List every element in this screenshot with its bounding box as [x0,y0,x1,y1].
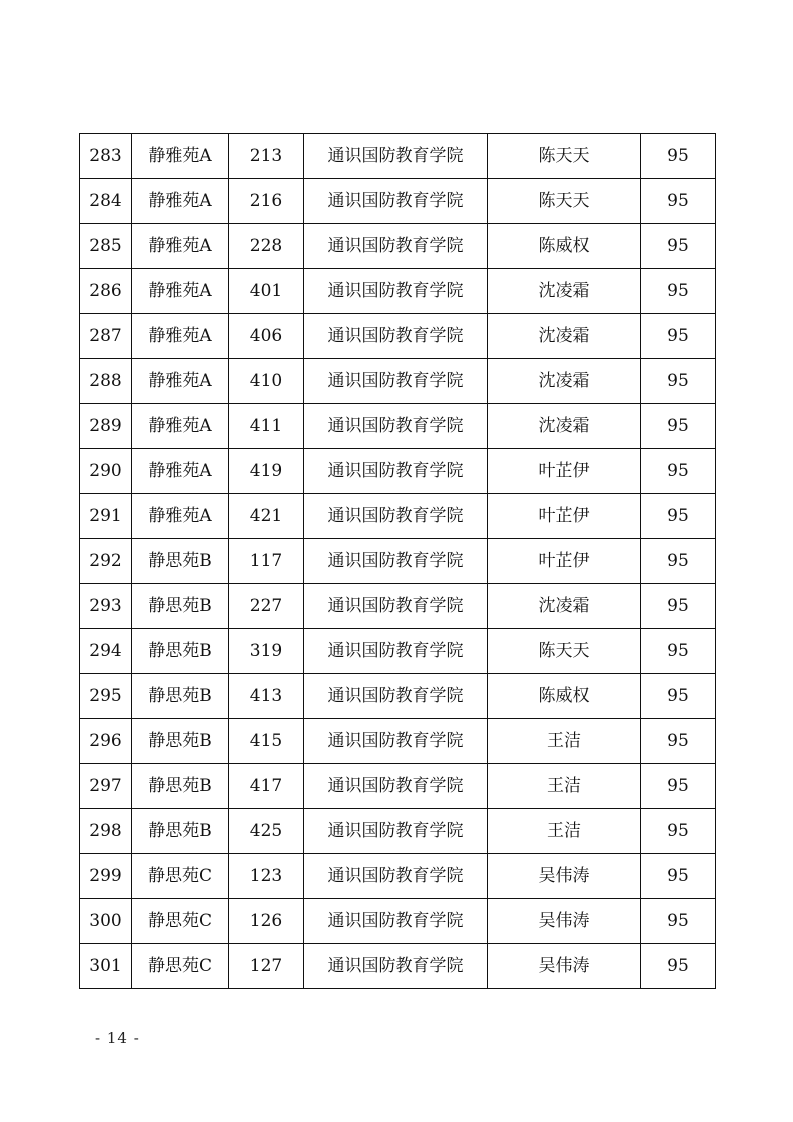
table-row [80,314,716,359]
room-number-cell: 126 [229,899,304,944]
page-number: - 14 - [95,1029,140,1047]
row-number-cell: 286 [80,269,132,314]
room-number-cell: 117 [229,539,304,584]
building-cell: 静雅苑A [132,359,229,404]
inspector-name-cell: 王洁 [488,764,641,809]
dormitory-score-table [79,133,716,989]
college-cell: 通识国防教育学院 [304,134,488,179]
college-cell: 通识国防教育学院 [304,944,488,989]
table-row [80,719,716,764]
inspector-name-cell: 叶芷伊 [488,449,641,494]
room-number-cell: 216 [229,179,304,224]
score-cell: 95 [641,314,716,359]
table-row [80,539,716,584]
college-cell: 通识国防教育学院 [304,449,488,494]
room-number-cell: 413 [229,674,304,719]
table-row [80,854,716,899]
inspector-name-cell: 叶芷伊 [488,494,641,539]
college-cell: 通识国防教育学院 [304,629,488,674]
table-row [80,674,716,719]
building-cell: 静雅苑A [132,179,229,224]
row-number-cell: 290 [80,449,132,494]
table-row [80,494,716,539]
college-cell: 通识国防教育学院 [304,404,488,449]
inspector-name-cell: 沈凌霜 [488,404,641,449]
college-cell: 通识国防教育学院 [304,809,488,854]
inspector-name-cell: 陈天天 [488,629,641,674]
score-cell: 95 [641,224,716,269]
table-row [80,179,716,224]
building-cell: 静雅苑A [132,269,229,314]
table-row [80,809,716,854]
building-cell: 静思苑B [132,719,229,764]
row-number-cell: 284 [80,179,132,224]
inspector-name-cell: 吴伟涛 [488,944,641,989]
room-number-cell: 406 [229,314,304,359]
inspector-name-cell: 陈威权 [488,224,641,269]
table-row [80,134,716,179]
room-number-cell: 419 [229,449,304,494]
building-cell: 静思苑C [132,854,229,899]
score-cell: 95 [641,494,716,539]
inspector-name-cell: 吴伟涛 [488,854,641,899]
building-cell: 静思苑C [132,944,229,989]
row-number-cell: 283 [80,134,132,179]
building-cell: 静思苑C [132,899,229,944]
inspector-name-cell: 沈凌霜 [488,359,641,404]
row-number-cell: 293 [80,584,132,629]
row-number-cell: 288 [80,359,132,404]
table-row [80,629,716,674]
inspector-name-cell: 叶芷伊 [488,539,641,584]
college-cell: 通识国防教育学院 [304,494,488,539]
college-cell: 通识国防教育学院 [304,269,488,314]
score-cell: 95 [641,944,716,989]
score-cell: 95 [641,179,716,224]
score-cell: 95 [641,854,716,899]
building-cell: 静雅苑A [132,449,229,494]
inspector-name-cell: 沈凌霜 [488,269,641,314]
room-number-cell: 417 [229,764,304,809]
room-number-cell: 228 [229,224,304,269]
room-number-cell: 319 [229,629,304,674]
table-body [80,134,716,989]
score-cell: 95 [641,269,716,314]
inspector-name-cell: 王洁 [488,719,641,764]
row-number-cell: 297 [80,764,132,809]
room-number-cell: 127 [229,944,304,989]
score-cell: 95 [641,539,716,584]
score-cell: 95 [641,629,716,674]
room-number-cell: 227 [229,584,304,629]
building-cell: 静雅苑A [132,134,229,179]
college-cell: 通识国防教育学院 [304,674,488,719]
building-cell: 静雅苑A [132,314,229,359]
score-cell: 95 [641,899,716,944]
building-cell: 静思苑B [132,764,229,809]
table-row [80,404,716,449]
college-cell: 通识国防教育学院 [304,359,488,404]
inspector-name-cell: 沈凌霜 [488,314,641,359]
row-number-cell: 295 [80,674,132,719]
row-number-cell: 296 [80,719,132,764]
room-number-cell: 421 [229,494,304,539]
college-cell: 通识国防教育学院 [304,719,488,764]
score-cell: 95 [641,449,716,494]
score-cell: 95 [641,674,716,719]
table-row [80,359,716,404]
room-number-cell: 213 [229,134,304,179]
score-cell: 95 [641,359,716,404]
row-number-cell: 285 [80,224,132,269]
inspector-name-cell: 吴伟涛 [488,899,641,944]
table-row [80,449,716,494]
college-cell: 通识国防教育学院 [304,179,488,224]
table-row [80,944,716,989]
table-row [80,584,716,629]
college-cell: 通识国防教育学院 [304,584,488,629]
inspector-name-cell: 王洁 [488,809,641,854]
row-number-cell: 294 [80,629,132,674]
room-number-cell: 123 [229,854,304,899]
room-number-cell: 401 [229,269,304,314]
college-cell: 通识国防教育学院 [304,224,488,269]
row-number-cell: 287 [80,314,132,359]
college-cell: 通识国防教育学院 [304,854,488,899]
row-number-cell: 292 [80,539,132,584]
score-cell: 95 [641,584,716,629]
row-number-cell: 301 [80,944,132,989]
college-cell: 通识国防教育学院 [304,899,488,944]
table-row [80,764,716,809]
inspector-name-cell: 陈威权 [488,674,641,719]
building-cell: 静思苑B [132,584,229,629]
college-cell: 通识国防教育学院 [304,314,488,359]
score-cell: 95 [641,134,716,179]
room-number-cell: 415 [229,719,304,764]
building-cell: 静雅苑A [132,494,229,539]
inspector-name-cell: 陈天天 [488,179,641,224]
score-cell: 95 [641,719,716,764]
score-cell: 95 [641,404,716,449]
row-number-cell: 291 [80,494,132,539]
building-cell: 静思苑B [132,809,229,854]
room-number-cell: 411 [229,404,304,449]
row-number-cell: 299 [80,854,132,899]
room-number-cell: 410 [229,359,304,404]
building-cell: 静思苑B [132,674,229,719]
row-number-cell: 300 [80,899,132,944]
college-cell: 通识国防教育学院 [304,764,488,809]
building-cell: 静思苑B [132,539,229,584]
inspector-name-cell: 沈凌霜 [488,584,641,629]
score-cell: 95 [641,764,716,809]
score-cell: 95 [641,809,716,854]
room-number-cell: 425 [229,809,304,854]
table-row [80,224,716,269]
row-number-cell: 289 [80,404,132,449]
building-cell: 静思苑B [132,629,229,674]
building-cell: 静雅苑A [132,404,229,449]
table-row [80,269,716,314]
inspector-name-cell: 陈天天 [488,134,641,179]
building-cell: 静雅苑A [132,224,229,269]
row-number-cell: 298 [80,809,132,854]
table-row [80,899,716,944]
college-cell: 通识国防教育学院 [304,539,488,584]
